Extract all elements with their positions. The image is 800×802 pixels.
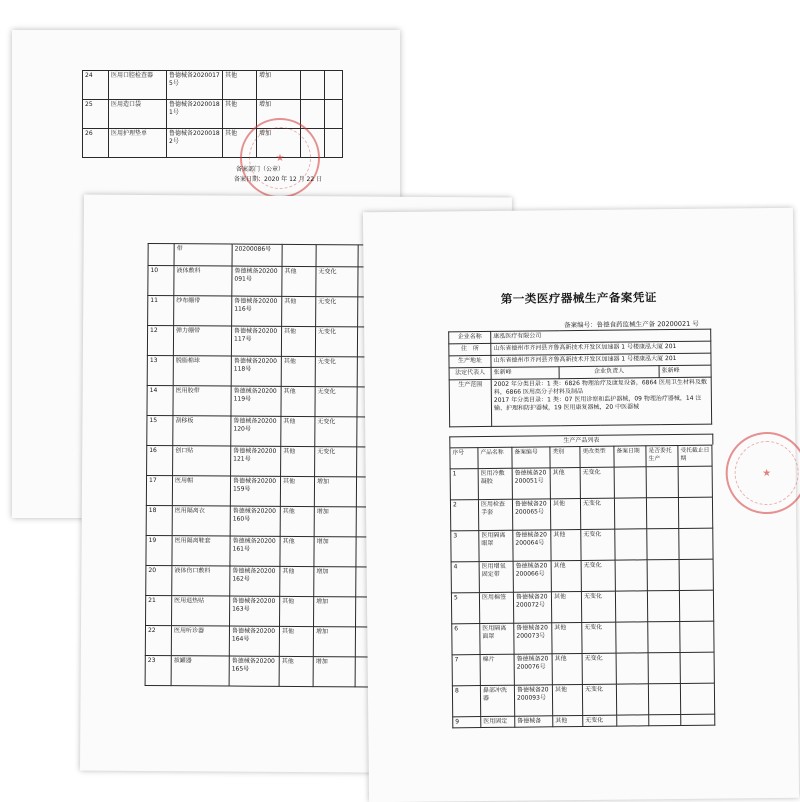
table-cell: 鲁德械备20200116号	[232, 296, 282, 326]
address-value: 山东省德州市齐河县齐鲁高新技术开发区加速器 1 号楼康泓大厦 201	[491, 341, 711, 355]
table-cell	[647, 528, 679, 559]
table-cell: 医用冷敷凝胶	[478, 468, 512, 499]
table-cell	[680, 621, 714, 652]
table-cell	[678, 466, 712, 497]
table-cell: 无变化	[581, 560, 615, 591]
table-cell: 鲁德械备20200093号	[514, 685, 552, 716]
table-cell: 医用增氧固定带	[479, 561, 513, 592]
official-seal: ★	[725, 432, 800, 515]
table-cell	[679, 590, 713, 621]
table-cell: 25	[83, 100, 109, 129]
table-cell	[316, 245, 358, 267]
table-cell	[617, 715, 649, 726]
table-cell: 其他	[280, 596, 314, 626]
table-row	[450, 466, 712, 500]
table-cell: 无变化	[583, 715, 617, 726]
product-list-table	[449, 445, 715, 729]
table-cell: 增加	[313, 627, 355, 657]
table-cell: 鼻部冲洗器	[480, 685, 514, 716]
table-cell: 无变化	[316, 267, 358, 297]
table-cell: 鲁德械备20200161号	[230, 536, 280, 566]
table-cell: 鲁德械备20200051号	[512, 468, 550, 499]
table-cell: 鲁德械备20200164号	[229, 626, 279, 656]
table-cell	[148, 243, 174, 265]
scope-label: 生产范围	[449, 379, 491, 426]
table-cell: 6	[452, 624, 480, 655]
enterprise-info-table	[448, 329, 712, 428]
table-cell	[680, 683, 714, 714]
table-cell: 无变化	[582, 622, 616, 653]
table-row	[452, 683, 714, 717]
table-cell: 医用隔离眼罩	[479, 530, 513, 561]
table-cell	[646, 497, 678, 528]
table-cell: 无变化	[580, 498, 614, 529]
table-cell: 2	[450, 500, 478, 531]
table-cell: 其他	[281, 356, 315, 386]
company-label: 企业名称	[449, 331, 491, 343]
table-cell: 医用隔离面罩	[480, 623, 514, 654]
table-cell: 鲁德械备20200165号	[229, 656, 279, 686]
manager-value: 张新峰	[659, 365, 711, 378]
table-cell: 鲁德械备20200066号	[513, 561, 551, 592]
table-cell: 鲁德械备20200064号	[513, 530, 551, 561]
table-cell: 1	[450, 469, 478, 500]
table-cell: 其他	[280, 476, 314, 506]
table-cell: 鲁德械备20200076号	[514, 654, 552, 685]
table-cell: 增加	[313, 657, 355, 687]
certificate-page-front	[363, 208, 799, 802]
table-cell: 医用帽	[172, 476, 230, 506]
production-address-label: 生产地址	[449, 355, 491, 367]
table-cell: 19	[146, 535, 172, 565]
table-cell: 无变化	[581, 529, 615, 560]
table-cell: 无变化	[315, 447, 357, 477]
table-cell: 增加	[314, 507, 356, 537]
table-cell: 鲁德械备20200162号	[230, 566, 280, 596]
table-cell: 其他	[550, 468, 580, 499]
table-cell: 其他	[280, 536, 314, 566]
table-cell: 其他	[223, 100, 257, 129]
table-cell: 鲁德械备20200121号	[231, 446, 281, 476]
table-cell: 鲁德械备20200159号	[230, 476, 280, 506]
table-cell: 9	[453, 717, 481, 728]
table-cell: 12	[147, 325, 173, 355]
table-cell: 其他	[552, 653, 582, 684]
table-cell: 鲁德械备20200175号	[167, 71, 223, 100]
table-cell: 鲁德械备20200072号	[513, 592, 551, 623]
table-cell	[646, 466, 678, 497]
table-cell: 无变化	[315, 417, 357, 447]
table-cell: 医用检查手套	[478, 499, 512, 530]
table-cell: 无变化	[582, 653, 616, 684]
manager-label: 企业负责人	[559, 366, 659, 379]
table-cell: 26	[83, 129, 109, 158]
table-cell: 鲁德械备20200163号	[230, 596, 280, 626]
table-cell	[325, 129, 343, 158]
table-cell: 增加	[314, 477, 356, 507]
scope-value: 2002 年分类目录：1 类：6826 物理治疗及康复设备，6864 医用卫生材料及敷料，6866 医用高分子材料及制品 2017 年分类目录：1 类：07 医用诊察和监护器械，09 物理治疗器械，14 注输、护理和防护器械，19 医用康复器械，20 中医器械	[491, 377, 711, 426]
column-header: 备案日期	[614, 446, 646, 467]
column-header: 受托截止日期	[678, 445, 712, 466]
table-cell: 医用听诊器	[171, 626, 229, 656]
table-cell: 带	[174, 244, 232, 266]
table-cell: 鲁德械备20200091号	[232, 266, 282, 296]
table-cell	[615, 529, 647, 560]
table-cell: 无变化	[315, 327, 357, 357]
table-cell: 棉片	[480, 654, 514, 685]
table-cell: 8	[452, 686, 480, 717]
table-cell: 无变化	[581, 591, 615, 622]
table-row	[83, 71, 343, 100]
table-cell: 7	[452, 655, 480, 686]
table-cell	[282, 244, 316, 266]
table-cell: 21	[146, 595, 172, 625]
table-cell: 其他	[552, 622, 582, 653]
table-cell: 18	[146, 505, 172, 535]
table-cell: 增加	[257, 71, 301, 100]
table-cell: 22	[145, 625, 171, 655]
column-header: 是否委托生产	[646, 445, 678, 466]
table-cell: 其他	[280, 566, 314, 596]
legal-rep-label: 法定代表人	[449, 367, 491, 379]
table-cell: 医用固定	[481, 716, 515, 727]
table-cell: 23	[145, 655, 171, 685]
table-cell	[679, 528, 713, 559]
table-cell: 医用隔离鞋套	[172, 536, 230, 566]
table-cell: 医用棉签	[479, 592, 513, 623]
table-cell: 医用造口袋	[109, 100, 167, 129]
table-cell	[616, 653, 648, 684]
table-cell: 其他	[550, 499, 580, 530]
table-cell	[614, 498, 646, 529]
table-cell: 医用胶带	[173, 386, 231, 416]
table-cell: 24	[83, 71, 109, 100]
table-cell	[648, 683, 680, 714]
table-cell: 其他	[281, 416, 315, 446]
table-cell: 纱布绷带	[174, 296, 232, 326]
filing-agency-label: 备案部门（公章）	[236, 166, 285, 173]
company-name: 康泓医疗有限公司	[491, 329, 711, 343]
table-cell: 13	[147, 355, 173, 385]
table-cell: 其他	[551, 561, 581, 592]
table-cell	[679, 559, 713, 590]
table-cell: 其他	[553, 715, 583, 726]
column-header: 备案编号	[512, 447, 550, 468]
table-cell: 医用口腔检查器	[109, 71, 167, 100]
column-header: 序号	[450, 448, 478, 469]
product-list-caption: 生产产品列表	[449, 434, 713, 448]
table-cell: 20	[146, 565, 172, 595]
table-cell: 脱脂棉球	[173, 356, 231, 386]
table-cell: 17	[146, 475, 172, 505]
table-cell: 无变化	[316, 297, 358, 327]
table-cell: 5	[451, 593, 479, 624]
column-header: 更改类型	[580, 446, 614, 467]
table-row	[451, 590, 713, 624]
table-cell	[301, 100, 325, 129]
table-cell	[615, 591, 647, 622]
table-cell: 鲁德械备20200160号	[230, 506, 280, 536]
table-cell	[681, 714, 715, 725]
table-cell: 液体伤口敷料	[172, 566, 230, 596]
table-cell: 其他	[223, 71, 257, 100]
table-cell: 鲁德械备20200182号	[167, 129, 223, 158]
table-cell: 鲁德械备20200119号	[231, 386, 281, 416]
table-cell: 医用隔离衣	[172, 506, 230, 536]
table-cell	[680, 652, 714, 683]
table-cell: 弹力绷带	[173, 326, 231, 356]
table-cell: 增加	[314, 537, 356, 567]
table-cell: 3	[451, 531, 479, 562]
table-cell	[616, 622, 648, 653]
table-row	[83, 100, 343, 129]
table-cell: 15	[147, 415, 173, 445]
table-cell: 拔罐器	[171, 656, 229, 686]
table-cell: 医用护理垫单	[109, 129, 167, 158]
record-number: 备案编号：鲁德食药监械生产备 20200021 号	[564, 319, 699, 330]
table-cell: 鲁德械备20200117号	[231, 326, 281, 356]
table-cell: 4	[451, 562, 479, 593]
table-cell: 鲁德械备20200120号	[231, 416, 281, 446]
table-cell: 鲁德械备20200065号	[512, 499, 550, 530]
table-cell: 其他	[279, 656, 313, 686]
table-cell: 其他	[552, 684, 582, 715]
table-cell	[648, 652, 680, 683]
table-row	[453, 714, 715, 728]
table-cell	[325, 71, 343, 100]
table-cell	[301, 71, 325, 100]
table-cell: 鲁德械备20200118号	[231, 356, 281, 386]
table-row	[452, 621, 714, 655]
official-seal: ★	[240, 118, 320, 198]
table-row	[451, 559, 713, 593]
table-cell: 鲁德械备	[515, 716, 553, 727]
column-header: 产品名称	[478, 447, 512, 468]
table-row	[451, 528, 713, 562]
table-cell: 10	[148, 265, 174, 295]
table-cell: 无变化	[315, 357, 357, 387]
table-cell: 增加	[314, 567, 356, 597]
table-cell	[616, 684, 648, 715]
table-cell: 无变化	[580, 467, 614, 498]
address-label: 住 所	[449, 343, 491, 355]
table-cell: 增加	[257, 129, 301, 158]
document-title: 第一类医疗器械生产备案凭证	[500, 290, 657, 306]
table-row	[450, 497, 712, 531]
table-cell: 其他	[551, 592, 581, 623]
table-cell: 鲁德械备20200073号	[514, 623, 552, 654]
table-cell	[647, 590, 679, 621]
table-cell: 其他	[281, 326, 315, 356]
table-cell	[614, 467, 646, 498]
table-cell: 医用退热贴	[172, 596, 230, 626]
table-cell	[647, 559, 679, 590]
table-cell: 其他	[281, 386, 315, 416]
table-cell: 11	[148, 295, 174, 325]
table-cell: 20200086号	[232, 244, 282, 266]
table-cell	[678, 497, 712, 528]
column-header: 类别	[550, 447, 580, 468]
table-cell: 鲁德械备20200181号	[167, 100, 223, 129]
table-cell: 其他	[279, 626, 313, 656]
table-cell: 无变化	[315, 387, 357, 417]
table-cell: 其他	[223, 129, 257, 158]
table-cell: 16	[147, 445, 173, 475]
table-cell	[615, 560, 647, 591]
filing-date: 备案日期：2020 年 12 月 22 日	[234, 176, 323, 183]
production-address-value: 山东省德州市齐河县齐鲁高新技术开发区加速器 1 号楼康泓大厦 201	[491, 353, 711, 367]
table-cell: 无变化	[582, 684, 616, 715]
table-header-row	[450, 445, 712, 469]
table-cell	[649, 714, 681, 725]
table-cell: 增加	[257, 100, 301, 129]
table-cell: 增加	[314, 597, 356, 627]
table-cell: 其他	[282, 266, 316, 296]
table-row	[452, 652, 714, 686]
table-cell: 其他	[551, 530, 581, 561]
table-cell	[325, 100, 343, 129]
table-cell: 14	[147, 385, 173, 415]
table-cell: 刮移板	[173, 416, 231, 446]
table-cell	[648, 621, 680, 652]
table-cell: 其他	[281, 446, 315, 476]
table-cell: 其他	[282, 296, 316, 326]
table-cell: 液体敷料	[174, 266, 232, 296]
table-cell: 创口贴	[173, 446, 231, 476]
legal-rep-value: 张新峰	[491, 367, 559, 380]
table-cell: 其他	[280, 506, 314, 536]
